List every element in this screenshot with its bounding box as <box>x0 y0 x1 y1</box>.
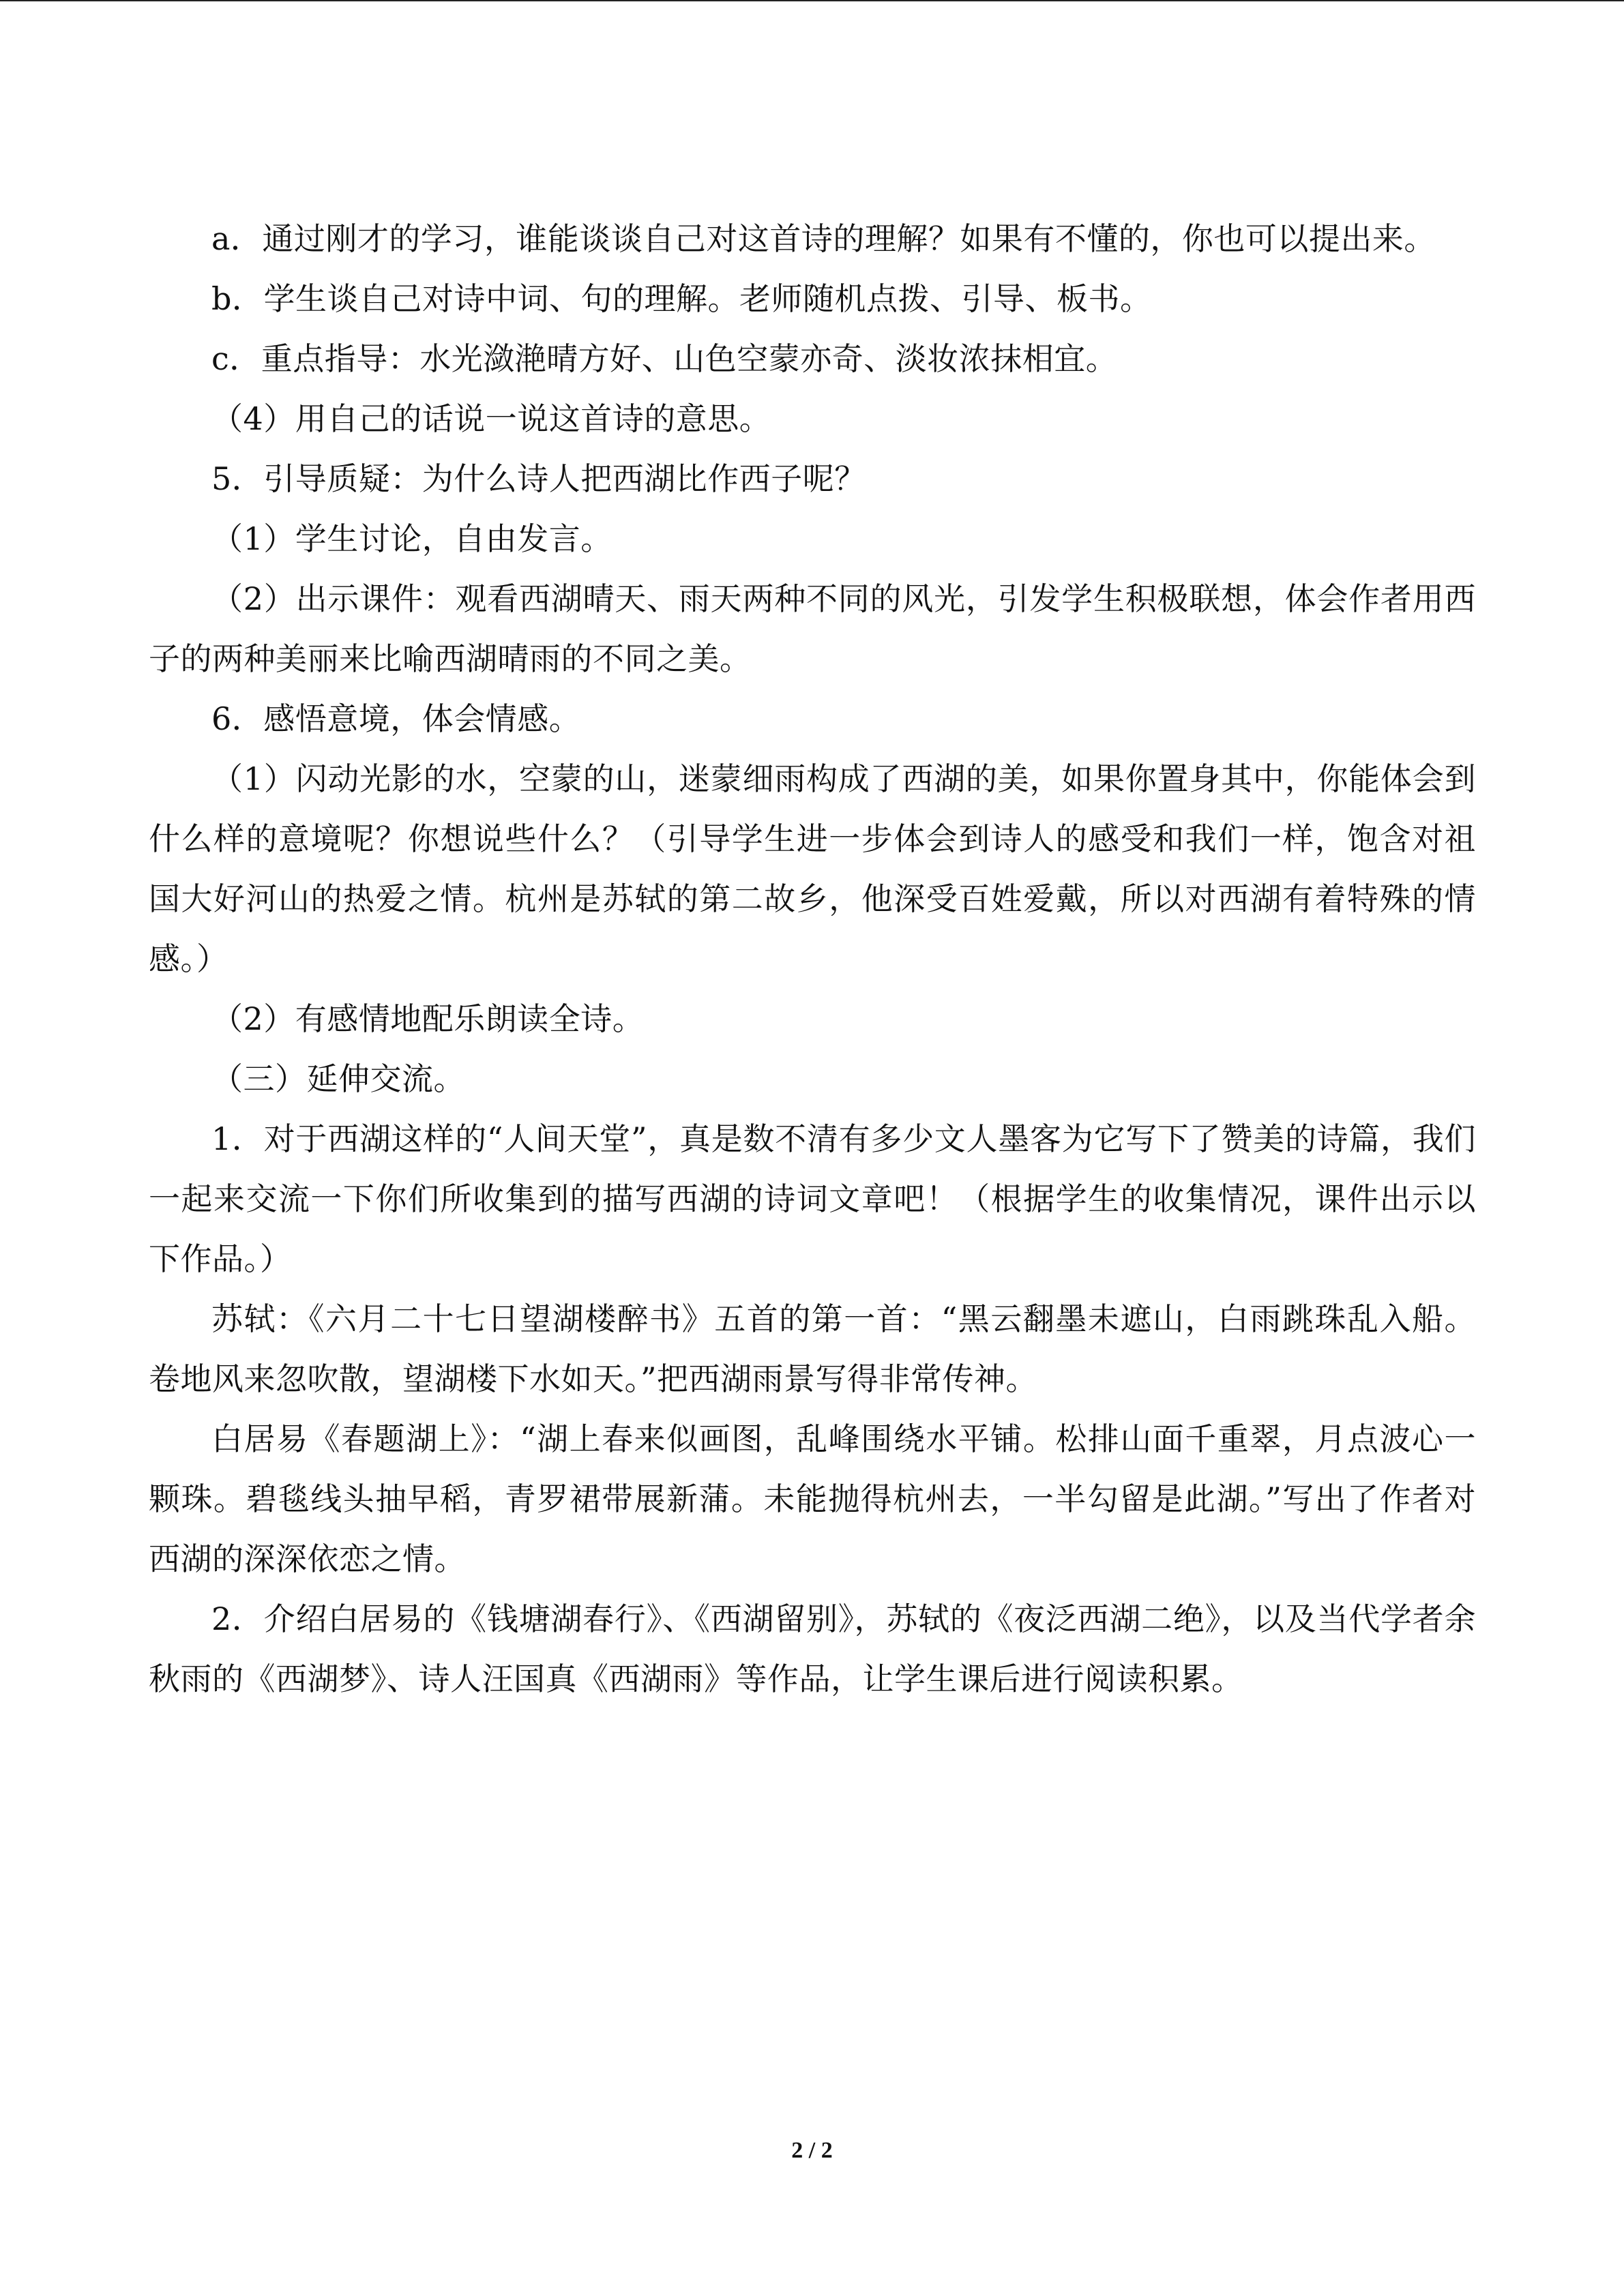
paragraph-6-2-recitation: （2）有感情地配乐朗读全诗。 <box>211 1000 645 1037</box>
paragraph-c-key-guidance: c．重点指导：水光潋滟晴方好、山色空蒙亦奇、淡妆浓抹相宜。 <box>211 340 1118 377</box>
paragraph-extension-1: 1．对于西湖这样的“人间天堂”，真是数不清有多少文人墨客为它写下了赞美的诗篇，我们一起来交流一下你们所收集到的描写西湖的诗词文章吧！（根据学生的收集情况，课件出示以下作品。） <box>149 1120 1476 1277</box>
paragraph-5-1-discussion: （1）学生讨论，自由发言。 <box>211 520 612 557</box>
section-heading-extension: （三）延伸交流。 <box>211 1060 465 1097</box>
paragraph-5-question: 5．引导质疑：为什么诗人把西湖比作西子呢？ <box>211 460 866 497</box>
paragraph-6-1-imagery: （1）闪动光影的水，空蒙的山，迷蒙细雨构成了西湖的美，如果你置身其中，你能体会到什么样的意境呢？你想说些什么？（引导学生进一步体会到诗人的感受和我们一样，饱含对祖国大好河山的热爱之情。杭州是苏轼的第二故乡，他深受百姓爱戴，所以对西湖有着特殊的情感。） <box>149 760 1476 977</box>
paragraph-extension-2: 2．介绍白居易的《钱塘湖春行》、《西湖留别》，苏轼的《夜泛西湖二绝》，以及当代学者余秋雨的《西湖梦》、诗人汪国真《西湖雨》等作品，让学生课后进行阅读积累。 <box>149 1600 1476 1697</box>
paragraph-a-understanding: a．通过刚才的学习，谁能谈谈自己对这首诗的理解？如果有不懂的，你也可以提出来。 <box>211 220 1436 257</box>
paragraph-su-shi-poem: 苏轼：《六月二十七日望湖楼醉书》五首的第一首：“黑云翻墨未遮山，白雨跳珠乱入船。卷地风来忽吹散，望湖楼下水如天。”把西湖雨景写得非常传神。 <box>149 1300 1476 1397</box>
paragraph-4-own-words: （4）用自己的话说一说这首诗的意思。 <box>211 400 771 437</box>
paragraph-5-2-courseware: （2）出示课件：观看西湖晴天、雨天两种不同的风光，引发学生积极联想，体会作者用西子的两种美丽来比喻西湖晴雨的不同之美。 <box>149 580 1476 677</box>
paragraph-b-student-discussion: b．学生谈自己对诗中词、句的理解。老师随机点拨、引导、板书。 <box>211 280 1152 317</box>
paragraph-bai-juyi-poem: 白居易《春题湖上》：“湖上春来似画图，乱峰围绕水平铺。松排山面千重翠，月点波心一颗珠。碧毯线头抽早稻，青罗裙带展新蒲。未能抛得杭州去，一半勾留是此湖。”写出了作者对西湖的深深依恋之情。 <box>149 1420 1476 1577</box>
page-number: 2 / 2 <box>791 2138 833 2163</box>
document-body <box>149 209 1476 1709</box>
paragraph-6-mood: 6．感悟意境，体会情感。 <box>211 700 581 737</box>
